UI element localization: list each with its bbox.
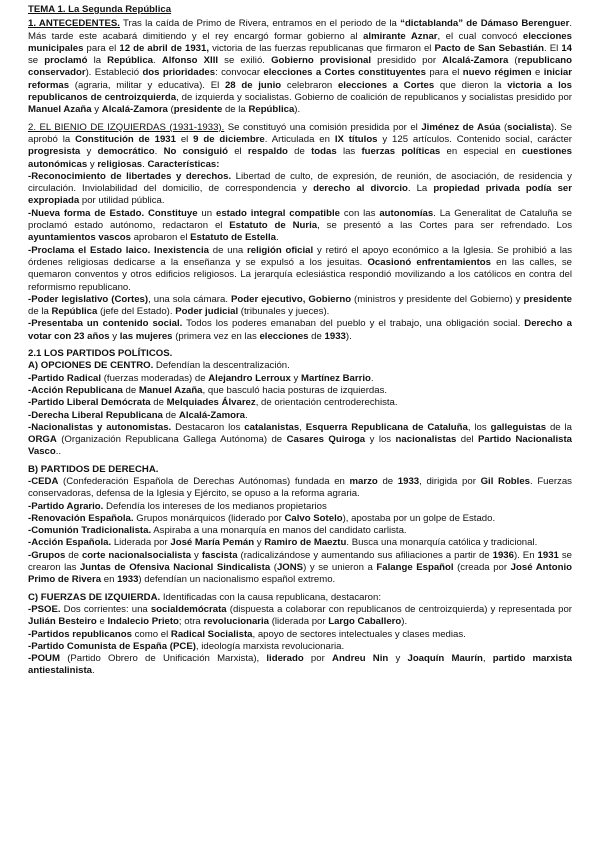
- bold-run: Constitución de 1931: [75, 133, 176, 145]
- bold-run: -PSOE.: [28, 603, 61, 615]
- text-run: . Fuerzas conservadoras, defensa de la Iglesia y Ejército, se opuso a la reforma agraria.: [28, 475, 572, 500]
- bold-run: 1933: [324, 330, 346, 342]
- bold-run: elecciones: [259, 330, 309, 342]
- text-run: .: [142, 158, 148, 170]
- text-run: y: [109, 330, 120, 342]
- bold-run: 14: [561, 42, 573, 54]
- text-run: (: [167, 104, 174, 116]
- bold-run: elecciones a Cortes constituyentes: [263, 67, 426, 79]
- bold-run: nacionalistas: [395, 434, 457, 446]
- text-run: de la: [222, 104, 249, 116]
- bold-run: 12 de abril de 1931,: [119, 42, 209, 54]
- text-run: celebraron: [281, 79, 338, 91]
- bold-run: socialista: [507, 121, 551, 133]
- text-run: ).: [401, 616, 408, 628]
- text-run: .: [153, 55, 162, 67]
- text-run: de: [150, 397, 167, 409]
- text-run: y retiró el apoyo económico a la Iglesia. Se prohibió a las órdenes religiosas dedicarse a la enseñanza y se expulsó a los jesuitas.: [28, 244, 572, 268]
- text-run: , de orientación centroderechista.: [255, 397, 398, 409]
- text-run: para el: [425, 67, 463, 79]
- text-run: , dirigida por: [419, 475, 481, 487]
- bold-run: republicano conservador: [28, 55, 572, 79]
- text-run: , se presentó a las Cortes para ser refrendado. Los: [317, 220, 572, 232]
- bold-run: JONS: [276, 562, 304, 574]
- text-run: las: [336, 146, 362, 158]
- text-run: (: [500, 121, 508, 133]
- bold-run: Esquerra Republicana de Cataluña: [305, 421, 468, 433]
- text-run: , el cual convocó: [437, 30, 523, 42]
- bold-run: victoria a los republicanos de centroizquierda: [28, 79, 572, 104]
- text-run: un: [197, 207, 216, 219]
- text-run: (Partido Obrero de Unificación Marxista),: [59, 653, 267, 665]
- bold-run: almirante Aznar: [363, 30, 438, 42]
- bold-run: 1933: [397, 475, 420, 487]
- text-run: (creada por: [453, 562, 511, 574]
- izquierda-heading-label: C) FUERZAS DE IZQUIERDA.: [28, 591, 161, 603]
- text-run: como el: [131, 628, 171, 640]
- text-run: (Organización Republicana Gallega Autónoma) de: [56, 434, 287, 446]
- bold-run: República: [51, 306, 98, 318]
- bienio-item: [28, 318, 572, 343]
- bold-run: -Poder legislativo (Cortes): [28, 293, 149, 305]
- bold-run: partido marxista antiestalinista: [28, 653, 572, 677]
- text-run: .: [275, 232, 279, 244]
- bold-run: iniciar reformas: [28, 67, 572, 91]
- text-run: Defendía los intereses de los medianos propietarios: [103, 500, 327, 512]
- bold-run: galleguistas: [490, 421, 547, 433]
- text-run: Grupos monárquicos (liderado por: [133, 512, 285, 524]
- bold-run: No consiguió: [163, 146, 228, 158]
- bold-run: corte nacionalsocialista: [81, 549, 192, 561]
- bienio-heading: 2. EL BIENIO DE IZQUIERDAS (1931-1933).: [28, 121, 225, 133]
- bold-run: -Nueva forma de Estado. Constituye: [28, 207, 198, 219]
- bold-run: derecho al divorcio: [313, 183, 408, 195]
- bold-run: 1936: [492, 549, 514, 561]
- antecedentes-heading: 1. ANTECEDENTES.: [28, 18, 120, 30]
- text-run: y: [290, 372, 302, 384]
- text-run: que dieron la: [434, 79, 508, 91]
- text-run: y 125 artículos. Contenido social, carácter: [377, 133, 572, 145]
- bold-run: Alcalá-Zamora: [178, 409, 246, 421]
- bold-run: Casares Quiroga: [286, 434, 366, 446]
- centro-item: [28, 385, 572, 397]
- text-run: de: [287, 146, 312, 158]
- bold-run: Largo Caballero: [328, 616, 402, 628]
- izquierda-item: [28, 604, 572, 629]
- text-run: de: [65, 549, 82, 561]
- bold-run: Manuel Azaña: [138, 384, 203, 396]
- text-run: ,: [482, 653, 493, 665]
- derecha-item: [28, 537, 572, 549]
- bold-run: dos prioridades: [142, 67, 216, 79]
- text-run: victoria de las fuerzas republicanas que firmaron el: [209, 42, 435, 54]
- text-run: de la: [546, 421, 573, 433]
- text-run: y: [80, 146, 98, 158]
- bold-run: elecciones a Cortes: [337, 79, 435, 91]
- text-run: ). Estableció: [85, 67, 143, 79]
- bold-run: -Proclama el Estado laico. Inexistencia: [28, 244, 209, 256]
- text-run: (radicalizándose y aumentando sus afiliaciones a partir de: [237, 549, 493, 561]
- bold-run: República: [107, 55, 154, 67]
- text-run: , una sola cámara.: [148, 293, 231, 305]
- text-run: de: [122, 384, 139, 396]
- text-run: .: [91, 665, 95, 677]
- bold-run: propiedad privada podía ser expropiada: [28, 183, 572, 207]
- derecha-item: [28, 513, 572, 525]
- bold-run: socialdemócrata: [150, 603, 227, 615]
- bold-run: 1931: [537, 549, 559, 561]
- text-run: Liderada por: [111, 537, 171, 549]
- bold-run: -Derecha Liberal Republicana: [28, 409, 163, 421]
- bold-run: -CEDA: [28, 475, 59, 487]
- bienio-paragraph: [28, 122, 572, 171]
- text-run: (tribunales y jueces).: [238, 306, 330, 318]
- text-run: , los: [467, 421, 491, 433]
- centro-item: [28, 373, 572, 385]
- bold-run: Gobierno provisional: [271, 55, 372, 67]
- bold-run: Joaquín Maurín: [407, 653, 483, 665]
- text-run: la: [87, 55, 108, 67]
- text-run: se crearon las: [28, 549, 572, 574]
- text-run: con las: [339, 207, 380, 219]
- bold-run: Derecho a votar con 23 años: [28, 318, 572, 342]
- izquierda-item: [28, 641, 572, 653]
- bold-run: Indalecio Prieto: [107, 616, 179, 628]
- text-run: se exilió.: [218, 55, 272, 67]
- antecedentes-paragraph: [28, 18, 572, 116]
- text-run: e: [96, 616, 108, 628]
- bold-run: las mujeres: [119, 330, 173, 342]
- bold-run: Poder ejecutivo, Gobierno: [230, 293, 352, 305]
- text-run: ). Se aprobó la: [28, 121, 572, 145]
- bold-run: democrático: [97, 146, 155, 158]
- text-run: (dispuesta a colaborar con republicanos de centroizquierda) y representada por: [226, 603, 572, 615]
- text-run: para el: [83, 42, 120, 54]
- text-run: y: [191, 549, 202, 561]
- text-run: .: [370, 372, 374, 384]
- bold-run: Alfonso XIII: [161, 55, 219, 67]
- text-run: el: [227, 146, 248, 158]
- bold-run: Pacto de San Sebastián: [434, 42, 544, 54]
- bold-run: todas: [311, 146, 337, 158]
- text-run: . Más tarde este acabará dimitiendo y el rey encargó formar gobierno al: [28, 18, 572, 42]
- centro-item: [28, 410, 572, 422]
- bold-run: Radical Socialista: [170, 628, 253, 640]
- text-run: : convocar: [215, 67, 264, 79]
- derecha-item: [28, 476, 572, 501]
- bold-run: Alcalá-Zamora: [442, 55, 509, 67]
- text-run: Todos los poderes emanaban del pueblo y el trabajo, una obligación social.: [182, 318, 525, 330]
- bold-run: Andreu Nin: [332, 653, 389, 665]
- text-run: de: [377, 475, 398, 487]
- text-run: aprobaron el: [130, 232, 191, 244]
- bold-run: Estatuto de Nuria: [229, 220, 318, 232]
- derecha-heading-label: B) PARTIDOS DE DERECHA.: [28, 463, 159, 475]
- bold-run: -Partido Liberal Demócrata: [28, 397, 151, 409]
- bold-run: fuerzas políticas: [361, 146, 441, 158]
- antecedentes-text: [28, 18, 572, 115]
- bold-run: presidente: [173, 104, 223, 116]
- bold-run: -Grupos: [28, 549, 66, 561]
- bold-run: Manuel Azaña: [28, 104, 92, 116]
- text-run: (jefe del Estado).: [97, 306, 176, 318]
- text-run: se: [28, 55, 45, 67]
- bold-run: 1933: [117, 574, 139, 586]
- centro-item: [28, 397, 572, 409]
- text-run: presidido por: [371, 55, 443, 67]
- bold-run: respaldo: [247, 146, 288, 158]
- izquierda-item: [28, 653, 572, 678]
- text-run: , ideología marxista revolucionaria.: [195, 640, 345, 652]
- centro-heading-label: A) OPCIONES DE CENTRO.: [28, 360, 154, 372]
- text-run: (agraria, militar y educativa). El: [69, 79, 225, 91]
- bold-run: religión oficial: [247, 244, 314, 256]
- text-run: por: [303, 653, 333, 665]
- partidos-heading-text: 2.1 LOS PARTIDOS POLÍTICOS.: [28, 348, 173, 360]
- text-run: el: [175, 133, 194, 145]
- bold-run: Gil Robles: [480, 475, 530, 487]
- bold-run: elecciones municipales: [28, 30, 572, 54]
- bold-run: marzo: [349, 475, 378, 487]
- bold-run: José María Pemán: [170, 537, 255, 549]
- text-run: .: [154, 146, 164, 158]
- bold-run: José Antonio Primo de Rivera: [28, 562, 572, 586]
- bold-run: fascista: [201, 549, 238, 561]
- bold-run: -Partido Radical: [28, 372, 102, 384]
- bold-run: Alcalá-Zamora: [101, 104, 168, 116]
- doc-title: TEMA 1. La Segunda República: [28, 4, 172, 15]
- text-run: y: [254, 537, 265, 549]
- izquierda-item: [28, 629, 572, 641]
- bold-run: revolucionaria: [203, 616, 270, 628]
- text-run: , apoyo de sectores intelectuales y clases medias.: [252, 628, 466, 640]
- text-run: . Articulada en: [264, 133, 335, 145]
- bold-run: -Comunión Tradicionalista.: [28, 525, 152, 537]
- bold-run: ayuntamientos vascos: [28, 232, 131, 244]
- bold-run: Falange Español: [376, 562, 454, 574]
- bold-run: IX títulos: [334, 133, 378, 145]
- bold-run: religiosas: [97, 158, 143, 170]
- bold-run: Ocasionó enfrentamientos: [367, 256, 491, 268]
- text-run: del: [456, 434, 478, 446]
- bold-run: Ramiro de Maeztu: [264, 537, 347, 549]
- text-run: ), apostaba por un golpe de Estado.: [342, 512, 496, 524]
- text-run: . El: [543, 42, 562, 54]
- text-run: .: [245, 409, 248, 421]
- text-run: , que basculó hacia posturas de izquierdas.: [202, 384, 388, 396]
- bold-run: Alejandro Lerroux: [208, 372, 291, 384]
- text-run: ).: [345, 330, 352, 342]
- text-run: (fuerzas moderadas) de: [101, 372, 209, 384]
- text-run: (: [270, 562, 277, 574]
- bold-run: -POUM: [28, 653, 60, 665]
- text-run: . La: [407, 183, 434, 195]
- bold-run: -Nacionalistas y autonomistas.: [28, 421, 172, 433]
- bold-run: -Acción Republicana: [28, 384, 123, 396]
- text-run: . La Generalitat de Cataluña se proclamó estado autónomo, redactaron el: [28, 207, 572, 232]
- bold-run: -Partido Comunista de España (PCE): [28, 640, 196, 652]
- bold-run: Melquiades Álvarez: [166, 397, 256, 409]
- text-run: Libertad de culto, de expresión, de reunión, de asociación, de residencia y circulación. Inviolabilidad del domicilio, de correspondencia y: [28, 170, 572, 195]
- bold-run: -Presentaba un contenido social.: [28, 318, 183, 330]
- bold-run: -Acción Española.: [28, 537, 112, 549]
- derecha-heading: [28, 464, 572, 476]
- text-run: (Confederación Española de Derechas Autónomas) fundada en: [58, 475, 350, 487]
- bold-run: presidente: [523, 293, 572, 305]
- derecha-item: [28, 550, 572, 587]
- bold-run: Jiménez de Asúa: [421, 121, 501, 133]
- centro-item: [28, 422, 572, 459]
- bold-run: -Partidos republicanos: [28, 628, 132, 640]
- bold-run: -Renovación Española.: [28, 512, 134, 524]
- bold-run: Calvo Sotelo: [284, 512, 343, 524]
- bold-run: cuestiones autonómicas: [28, 146, 572, 170]
- izquierda-heading: [28, 592, 572, 604]
- bold-run: Julián Besteiro: [28, 616, 97, 628]
- derecha-item: [28, 501, 572, 513]
- bold-run: estado integral compatible: [215, 207, 340, 219]
- bold-run: catalanistas: [244, 421, 300, 433]
- text-run: de una: [208, 244, 248, 256]
- text-run: ..: [55, 446, 62, 458]
- partidos-heading: [28, 348, 572, 360]
- bold-run: liderado: [266, 653, 304, 665]
- text-run: y: [91, 104, 102, 116]
- text-run: ) defendían un nacionalismo español extremo.: [138, 574, 336, 586]
- bold-run: Partido Nacionalista Vasco: [28, 434, 573, 458]
- text-run: (: [508, 55, 518, 67]
- text-run: por utilidad pública.: [79, 195, 165, 207]
- text-run: y: [388, 653, 408, 665]
- derecha-item: [28, 525, 572, 537]
- bold-run: progresista: [28, 146, 81, 158]
- text-run: de: [162, 409, 179, 421]
- bold-run: ORGA: [28, 434, 57, 446]
- text-run: Se constituyó una comisión presidida por el: [224, 121, 422, 133]
- bold-run: “dictablanda” de Dámaso Berenguer: [400, 18, 570, 30]
- bold-run: Poder judicial: [175, 306, 239, 318]
- text-run: ; otra: [178, 616, 204, 628]
- bienio-item: [28, 294, 572, 319]
- text-run: en: [101, 574, 118, 586]
- text-run: y: [87, 158, 98, 170]
- bold-run: nuevo régimen: [462, 67, 532, 79]
- text-run: en las calles, se quemaron conventos y otros edificios religiosos. La jerarquía eclesiástica respondió movilizando a los católicos en contra del reformismo republicano.: [28, 256, 572, 293]
- text-run: ) y se unieron a: [303, 562, 377, 574]
- bold-run: proclamó: [44, 55, 88, 67]
- bold-run: Características:: [147, 158, 220, 170]
- text-run: (liderada por: [269, 616, 329, 628]
- text-run: (primera vez en las: [172, 330, 260, 342]
- text-run: en especial en: [440, 146, 522, 158]
- text-run: ).: [294, 104, 301, 116]
- bold-run: Martínez Barrio: [301, 372, 371, 384]
- bold-run: 9 de diciembre: [193, 133, 265, 145]
- text-run: . Busca una monarquía católica y tradicional.: [346, 537, 538, 549]
- centro-heading: [28, 360, 572, 372]
- text-run: ,: [299, 421, 306, 433]
- bold-run: -Reconocimiento de libertades y derechos.: [28, 170, 232, 182]
- bold-run: autonomías: [379, 207, 434, 219]
- bold-run: Estatuto de Estella: [190, 232, 276, 244]
- text-run: e: [531, 67, 544, 79]
- text-run: ). En: [513, 549, 538, 561]
- bold-run: República: [248, 104, 295, 116]
- text-run: (ministros y presidente del Gobierno) y: [351, 293, 524, 305]
- text-run: Tras la caída de Primo de Rivera, entramos en el periodo de la: [119, 18, 401, 30]
- bienio-item: [28, 208, 572, 245]
- bold-run: -Partido Agrario.: [28, 500, 104, 512]
- text-run: , de izquierda y socialistas. Gobierno de coalición de republicanos y socialistas presidido por: [176, 92, 572, 104]
- text-run: y los: [365, 434, 396, 446]
- bold-run: Juntas de Ofensiva Nacional Sindicalista: [79, 562, 271, 574]
- bold-run: 28 de junio: [224, 79, 282, 91]
- bienio-item: [28, 171, 572, 208]
- bienio-item: [28, 245, 572, 294]
- izquierda-heading-rest: Identificadas con la causa republicana, destacaron:: [160, 591, 381, 603]
- text-run: Dos corrientes: una: [60, 603, 151, 615]
- text-run: Destacaron los: [171, 421, 245, 433]
- text-run: de la: [28, 306, 52, 318]
- text-run: Aspiraba a una monarquía en manos del candidato carlista.: [151, 525, 407, 537]
- text-run: de: [308, 330, 325, 342]
- centro-heading-rest: Defendían la descentralización.: [153, 360, 290, 372]
